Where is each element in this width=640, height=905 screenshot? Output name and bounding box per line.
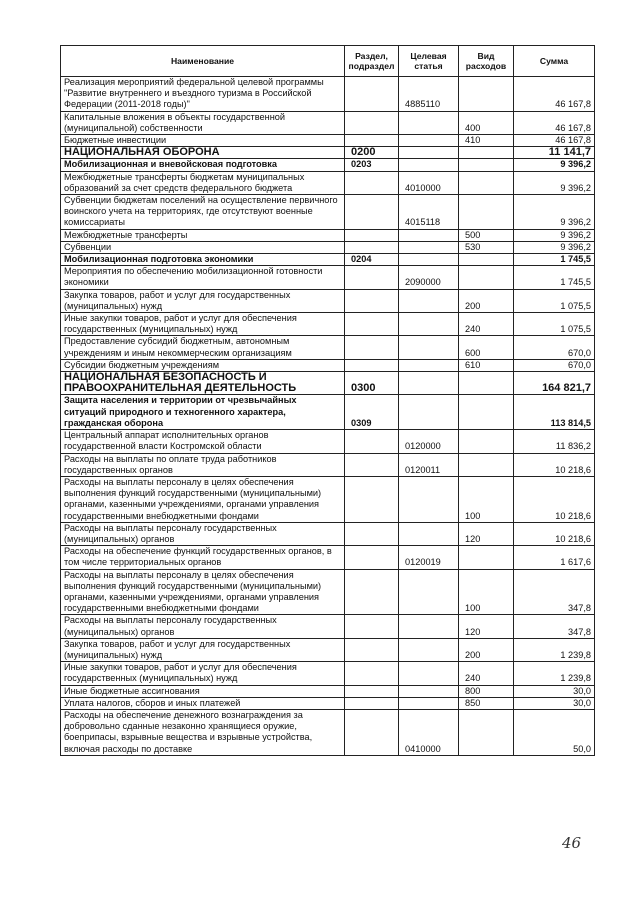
cell-sum: 347,8 [514,615,595,638]
table-row [61,662,595,685]
cell-article [399,638,459,661]
table-row [61,77,595,112]
cell-sum: 10 218,6 [514,476,595,522]
cell-sum: 9 396,2 [514,229,595,241]
cell-sum: 1 617,6 [514,546,595,569]
cell-article: 2090000 [399,266,459,289]
table-row [61,111,595,134]
table-row [61,195,595,230]
cell-article [399,569,459,615]
cell-name: Расходы на выплаты персоналу в целях обеспечения выполнения функций государственными (муниципальными) органами, казенными учреждениями, органами управления государственными внебюджетными фондами [61,569,345,615]
table-row [61,159,595,171]
header-name: Наименование [61,46,345,77]
cell-article [399,359,459,371]
cell-article [399,135,459,147]
table-row [61,266,595,289]
table-row [61,395,595,430]
cell-article [399,476,459,522]
cell-name: Реализация мероприятий федеральной целевой программы "Развитие внутреннего и въездного туризма в Российской Федерации (2011-2018 годы)" [61,77,345,112]
cell-section [345,569,399,615]
header-type: Вид расходов [459,46,514,77]
header-section: Раздел, подраздел [345,46,399,77]
cell-section: 0204 [345,254,399,266]
page-number: 46 [562,834,582,852]
cell-sum: 50,0 [514,709,595,755]
cell-section [345,359,399,371]
budget-table [60,45,595,756]
cell-type: 500 [459,229,514,241]
cell-sum: 9 396,2 [514,241,595,253]
cell-section [345,77,399,112]
cell-name: Субвенции [61,241,345,253]
table-row [61,430,595,453]
cell-name: Иные бюджетные ассигнования [61,685,345,697]
cell-section [345,111,399,134]
cell-article [399,254,459,266]
cell-article [399,159,459,171]
cell-sum: 347,8 [514,569,595,615]
cell-type: 800 [459,685,514,697]
table-row [61,171,595,194]
table-row [61,453,595,476]
table-row [61,135,595,147]
table-row [61,147,595,159]
cell-sum: 30,0 [514,685,595,697]
cell-section [345,241,399,253]
cell-name: Межбюджетные трансферты бюджетам муниципальных образований за счет средств федерального бюджета [61,171,345,194]
cell-name: Бюджетные инвестиции [61,135,345,147]
table-row [61,313,595,336]
table-row [61,546,595,569]
table-row [61,615,595,638]
cell-sum: 9 396,2 [514,171,595,194]
cell-type: 610 [459,359,514,371]
cell-section [345,171,399,194]
table-row [61,522,595,545]
cell-sum: 46 167,8 [514,135,595,147]
cell-article [399,395,459,430]
cell-name: Закупка товаров, работ и услуг для государственных (муниципальных) нужд [61,638,345,661]
cell-article [399,697,459,709]
cell-name: Иные закупки товаров, работ и услуг для обеспечения государственных (муниципальных) нужд [61,313,345,336]
table-row [61,372,595,395]
cell-section [345,195,399,230]
table-row [61,336,595,359]
cell-sum: 10 218,6 [514,522,595,545]
cell-article [399,372,459,395]
cell-type: 240 [459,313,514,336]
table-row [61,476,595,522]
table-row [61,289,595,312]
cell-sum: 46 167,8 [514,77,595,112]
table-row [61,638,595,661]
cell-article [399,336,459,359]
cell-section: 0300 [345,372,399,395]
cell-sum: 1 745,5 [514,254,595,266]
cell-article [399,522,459,545]
cell-section [345,685,399,697]
table-row [61,709,595,755]
cell-name: Капитальные вложения в объекты государственной (муниципальной) собственности [61,111,345,134]
cell-name: Защита населения и территории от чрезвычайных ситуаций природного и техногенного характера, гражданская оборона [61,395,345,430]
cell-name: Иные закупки товаров, работ и услуг для обеспечения государственных (муниципальных) нужд [61,662,345,685]
cell-section [345,615,399,638]
cell-type [459,195,514,230]
cell-name: Закупка товаров, работ и услуг для государственных (муниципальных) нужд [61,289,345,312]
cell-type: 400 [459,111,514,134]
cell-name: Межбюджетные трансферты [61,229,345,241]
cell-sum: 1 745,5 [514,266,595,289]
cell-name: НАЦИОНАЛЬНАЯ БЕЗОПАСНОСТЬ И ПРАВООХРАНИТЕЛЬНАЯ ДЕЯТЕЛЬНОСТЬ [61,372,345,395]
cell-article: 4010000 [399,171,459,194]
cell-name: Расходы на выплаты персоналу государственных (муниципальных) органов [61,522,345,545]
cell-name: Уплата налогов, сборов и иных платежей [61,697,345,709]
cell-article [399,313,459,336]
cell-section [345,662,399,685]
cell-name: Центральный аппарат исполнительных органов государственной власти Костромской области [61,430,345,453]
cell-type: 120 [459,615,514,638]
cell-name: Мобилизационная и вневойсковая подготовка [61,159,345,171]
cell-sum: 113 814,5 [514,395,595,430]
cell-section [345,135,399,147]
cell-section [345,336,399,359]
cell-name: Расходы на выплаты персоналу государственных (муниципальных) органов [61,615,345,638]
cell-section [345,546,399,569]
table-row [61,359,595,371]
cell-type: 410 [459,135,514,147]
cell-sum: 670,0 [514,359,595,371]
cell-section [345,266,399,289]
cell-name: Предоставление субсидий бюджетным, автономным учреждениям и иным некоммерческим организациям [61,336,345,359]
cell-article [399,241,459,253]
cell-type: 600 [459,336,514,359]
cell-type: 850 [459,697,514,709]
table-row [61,685,595,697]
cell-section: 0203 [345,159,399,171]
cell-section [345,697,399,709]
cell-sum: 9 396,2 [514,159,595,171]
table-row [61,229,595,241]
cell-section [345,313,399,336]
cell-name: Расходы на обеспечение функций государственных органов, в том числе территориальных органов [61,546,345,569]
cell-article [399,662,459,685]
cell-sum: 11 141,7 [514,147,595,159]
cell-article [399,615,459,638]
cell-type [459,395,514,430]
cell-sum: 670,0 [514,336,595,359]
cell-type [459,453,514,476]
cell-section: 0200 [345,147,399,159]
cell-section [345,430,399,453]
cell-section: 0309 [345,395,399,430]
cell-sum: 9 396,2 [514,195,595,230]
cell-type [459,159,514,171]
cell-article: 4015118 [399,195,459,230]
cell-article [399,685,459,697]
table-row [61,254,595,266]
cell-article: 0410000 [399,709,459,755]
cell-name: Расходы на выплаты по оплате труда работников государственных органов [61,453,345,476]
cell-section [345,709,399,755]
cell-type: 100 [459,476,514,522]
cell-type: 200 [459,289,514,312]
table-row [61,697,595,709]
cell-article [399,147,459,159]
cell-type: 120 [459,522,514,545]
header-row [61,46,595,77]
cell-article [399,229,459,241]
cell-name: Расходы на выплаты персоналу в целях обеспечения выполнения функций государственными (муниципальными) органами, казенными учреждениями, органами управления государственными внебюджетными фондами [61,476,345,522]
cell-type: 200 [459,638,514,661]
cell-name: НАЦИОНАЛЬНАЯ ОБОРОНА [61,147,345,159]
cell-type [459,709,514,755]
cell-section [345,229,399,241]
cell-type [459,546,514,569]
cell-article: 0120019 [399,546,459,569]
cell-sum: 1 075,5 [514,313,595,336]
cell-sum: 11 836,2 [514,430,595,453]
table-body [61,77,595,756]
cell-type: 100 [459,569,514,615]
cell-name: Расходы на обеспечение денежного вознаграждения за добровольно сданные незаконно хранящиеся оружие, боеприпасы, взрывные вещества и взрывные устройства, включая расходы по доставке [61,709,345,755]
cell-type [459,266,514,289]
header-article: Целевая статья [399,46,459,77]
cell-type: 240 [459,662,514,685]
cell-section [345,453,399,476]
cell-type: 530 [459,241,514,253]
header-sum: Сумма [514,46,595,77]
cell-sum: 46 167,8 [514,111,595,134]
cell-name: Мобилизационная подготовка экономики [61,254,345,266]
cell-type [459,372,514,395]
cell-section [345,638,399,661]
cell-type [459,171,514,194]
cell-sum: 30,0 [514,697,595,709]
table-row [61,569,595,615]
cell-article: 0120011 [399,453,459,476]
cell-article: 0120000 [399,430,459,453]
table-row [61,241,595,253]
cell-sum: 164 821,7 [514,372,595,395]
cell-type [459,77,514,112]
cell-section [345,289,399,312]
cell-sum: 1 075,5 [514,289,595,312]
cell-sum: 10 218,6 [514,453,595,476]
cell-sum: 1 239,8 [514,638,595,661]
cell-name: Мероприятия по обеспечению мобилизационной готовности экономики [61,266,345,289]
cell-name: Субсидии бюджетным учреждениям [61,359,345,371]
cell-article: 4885110 [399,77,459,112]
cell-section [345,476,399,522]
cell-type [459,254,514,266]
cell-article [399,289,459,312]
cell-type [459,147,514,159]
cell-type [459,430,514,453]
cell-sum: 1 239,8 [514,662,595,685]
cell-name: Субвенции бюджетам поселений на осуществление первичного воинского учета на территориях, где отсутствуют военные комиссариаты [61,195,345,230]
cell-article [399,111,459,134]
cell-section [345,522,399,545]
